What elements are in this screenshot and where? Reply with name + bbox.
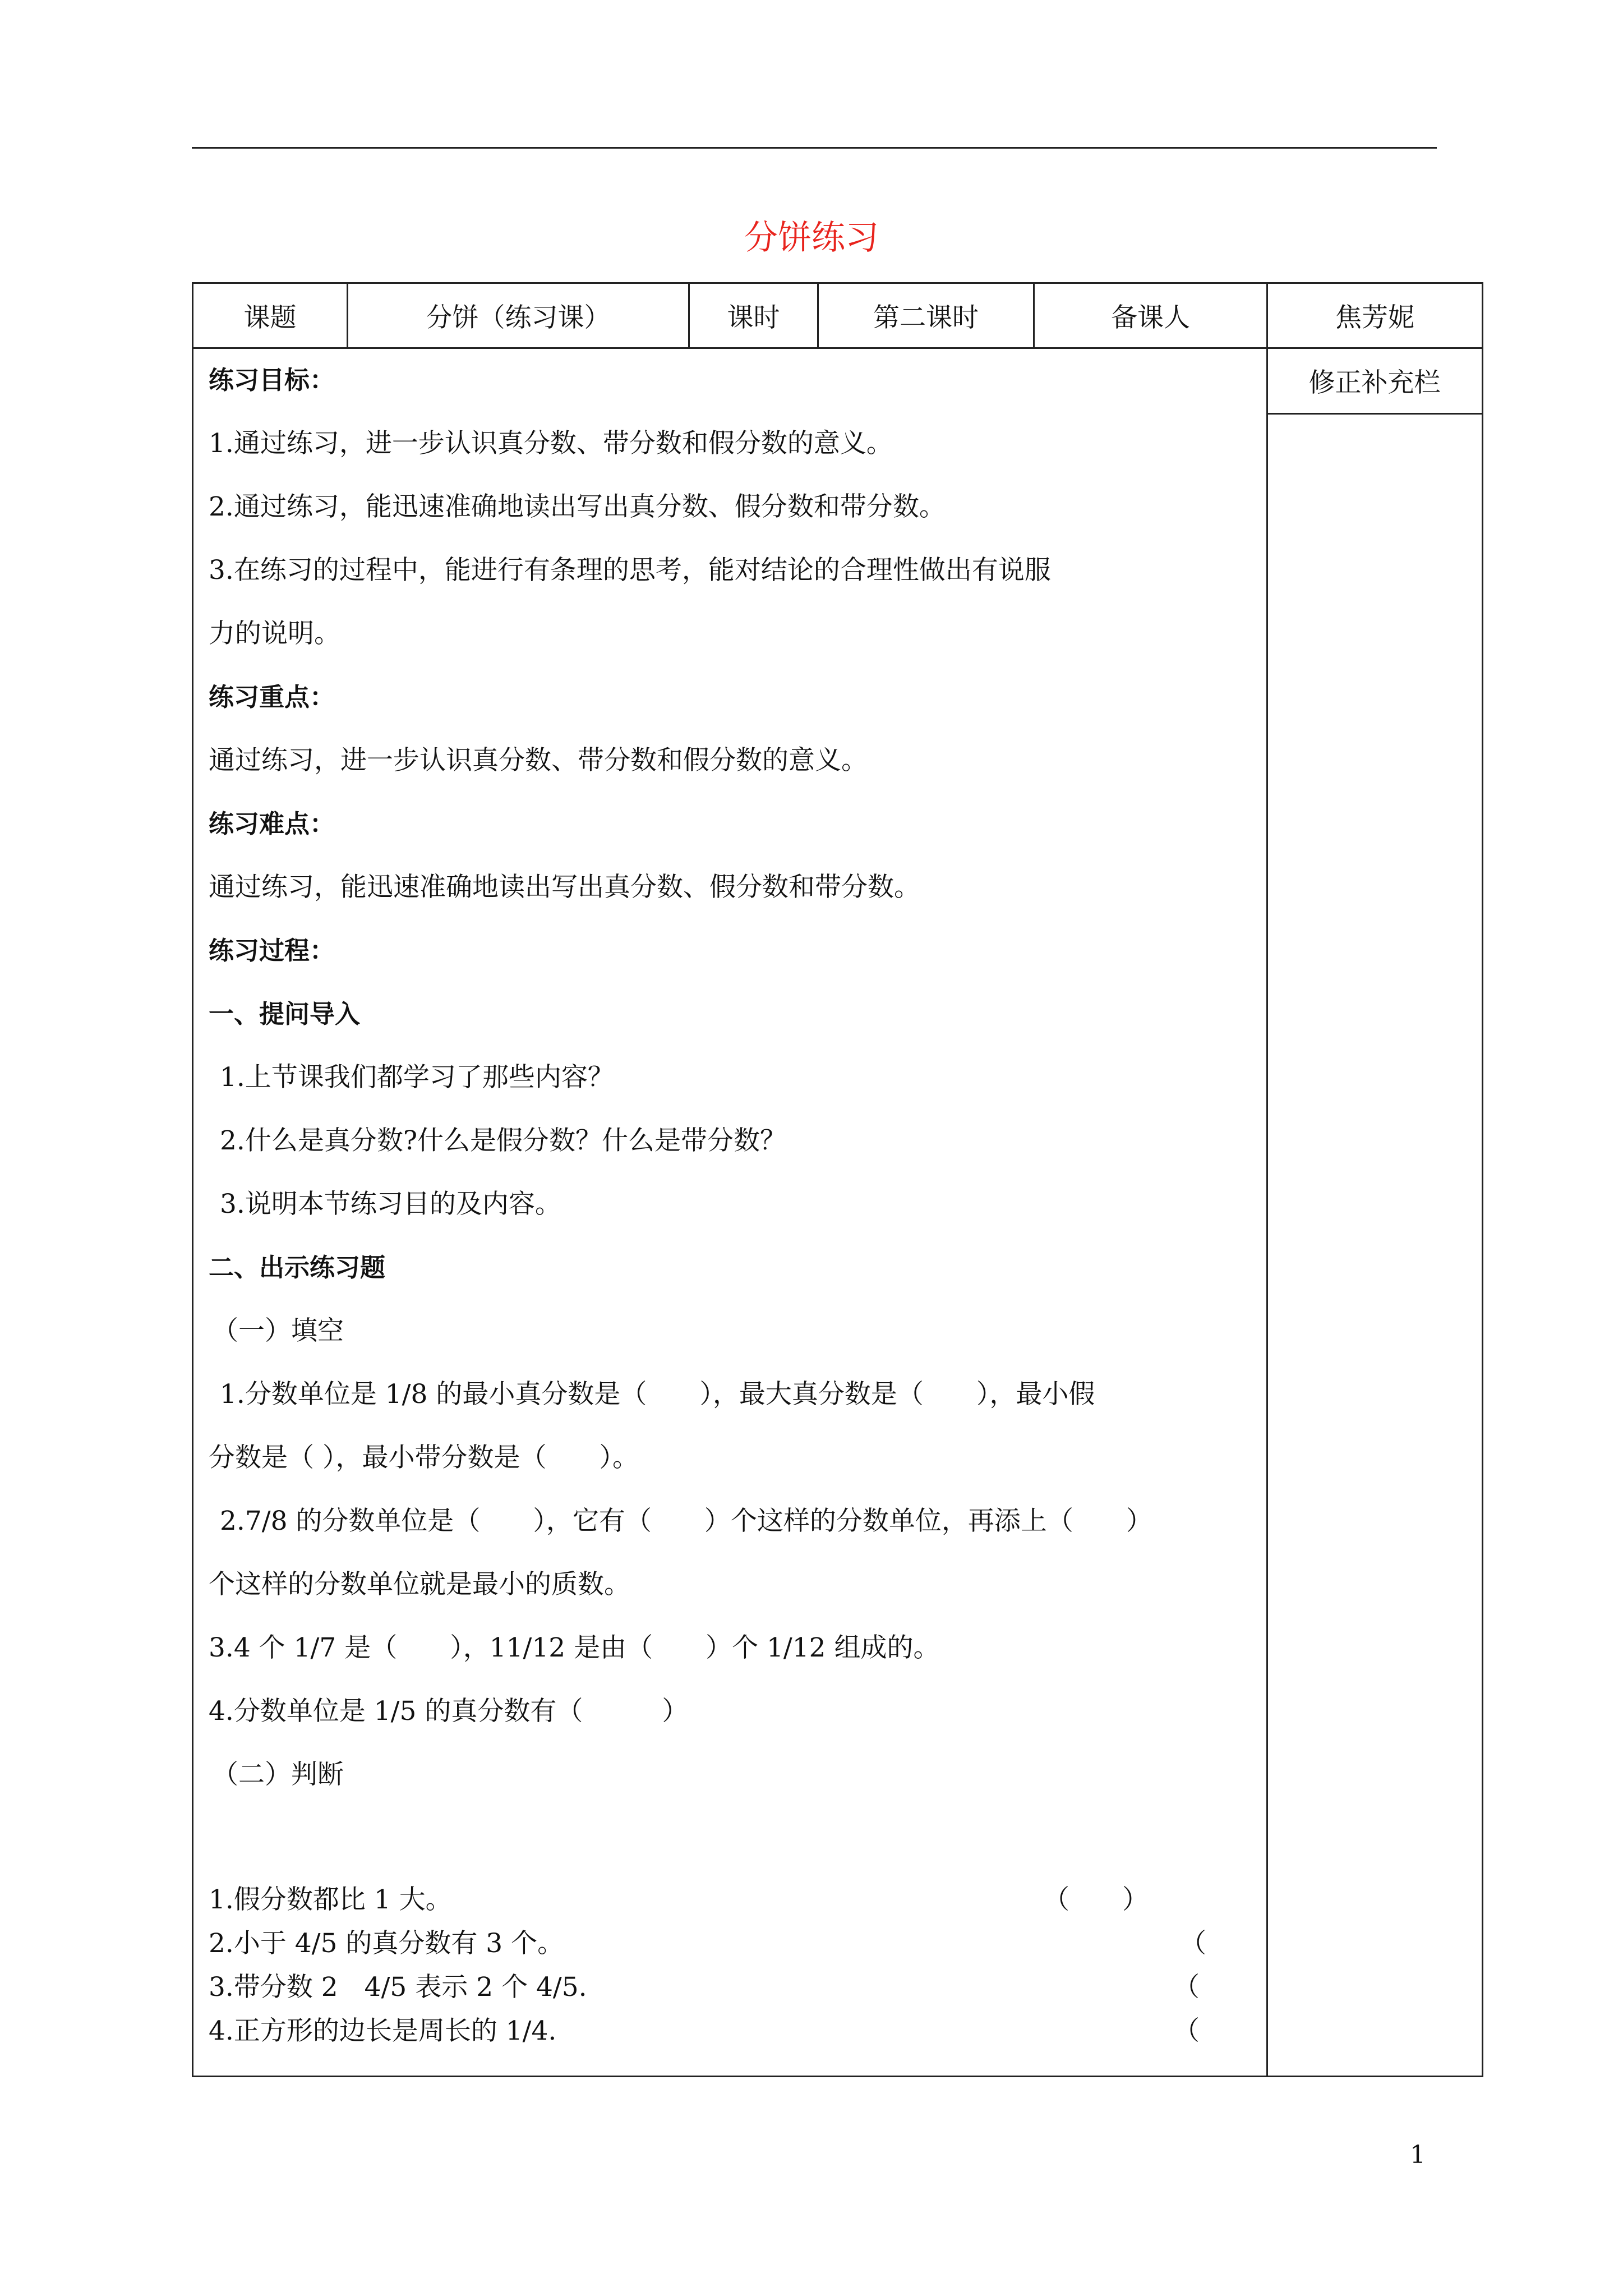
side-column-label: 修正补充栏 bbox=[1308, 367, 1441, 398]
question-3: 3.说明本节练习目的及内容。 bbox=[220, 1189, 561, 1220]
question-1: 1.上节课我们都学习了那些内容？ bbox=[220, 1062, 614, 1093]
judgment-1-answer-parens: （ ） bbox=[1043, 1884, 1149, 1915]
key-point-text: 通过练习，进一步认识真分数、带分数和假分数的意义。 bbox=[209, 745, 868, 776]
judgment-1: 1.假分数都比 1 大。 bbox=[209, 1884, 452, 1915]
header-rule bbox=[192, 147, 1437, 149]
fill-in-heading: （一）填空 bbox=[212, 1315, 344, 1346]
judgment-3-answer-parens: （ bbox=[1173, 1972, 1200, 2003]
subject-label: 课题 bbox=[243, 302, 297, 333]
goal-1: 1.通过练习，进一步认识真分数、带分数和假分数的意义。 bbox=[209, 428, 893, 459]
judgment-2-answer-parens: （ bbox=[1180, 1928, 1206, 1959]
fill-in-2-line-1: 2.7/8 的分数单位是（ ），它有（ ）个这样的分数单位，再添上（ ） bbox=[220, 1506, 1152, 1536]
difficulty-text: 通过练习，能迅速准确地读出写出真分数、假分数和带分数。 bbox=[209, 872, 920, 903]
subject-value: 分饼（练习课） bbox=[426, 302, 611, 333]
document-title: 分饼练习 bbox=[744, 218, 879, 257]
period-value: 第二课时 bbox=[873, 302, 979, 333]
table-right-border bbox=[1482, 282, 1483, 2077]
goal-3-line-1: 3.在练习的过程中，能进行有条理的思考，能对结论的合理性做出有说服 bbox=[209, 555, 1051, 586]
judgment-4-answer-parens: （ bbox=[1173, 2016, 1200, 2046]
section-2-heading: 二、出示练习题 bbox=[209, 1253, 386, 1282]
difficulty-heading: 练习难点： bbox=[209, 809, 335, 839]
fill-in-1-line-2: 分数是（ ），最小带分数是（ ）。 bbox=[209, 1442, 639, 1473]
table-left-border bbox=[192, 282, 193, 2077]
goal-2: 2.通过练习，能迅速准确地读出写出真分数、假分数和带分数。 bbox=[209, 491, 946, 522]
preparer-label: 备课人 bbox=[1111, 302, 1190, 333]
key-point-heading: 练习重点： bbox=[209, 682, 335, 712]
goals-heading: 练习目标： bbox=[209, 365, 335, 395]
goal-3-line-2: 力的说明。 bbox=[209, 618, 340, 649]
period-label: 课时 bbox=[727, 302, 780, 333]
judgment-3: 3.带分数 2 4/5 表示 2 个 4/5. bbox=[209, 1972, 587, 2003]
fill-in-1-line-1: 1.分数单位是 1/8 的最小真分数是（ ），最大真分数是（ ），最小假 bbox=[220, 1379, 1095, 1410]
table-bottom-border bbox=[192, 2076, 1483, 2077]
question-2: 2.什么是真分数?什么是假分数？什么是带分数？ bbox=[220, 1125, 787, 1156]
judgment-2: 2.小于 4/5 的真分数有 3 个。 bbox=[209, 1928, 564, 1959]
fill-in-3: 3.4 个 1/7 是（ ），11/12 是由（ ）个 1/12 组成的。 bbox=[209, 1632, 940, 1663]
judgment-4: 4.正方形的边长是周长的 1/4. bbox=[209, 2016, 557, 2046]
fill-in-2-line-2: 个这样的分数单位就是最小的质数。 bbox=[209, 1569, 630, 1600]
page-number: 1 bbox=[1410, 2141, 1426, 2169]
judgment-heading: （二）判断 bbox=[212, 1759, 344, 1790]
process-heading: 练习过程： bbox=[209, 936, 335, 965]
preparer-value: 焦芳妮 bbox=[1335, 302, 1414, 333]
fill-in-4: 4.分数单位是 1/5 的真分数有（ ） bbox=[209, 1696, 689, 1727]
side-column-divider bbox=[1266, 282, 1268, 2077]
section-1-heading: 一、提问导入 bbox=[209, 999, 361, 1029]
